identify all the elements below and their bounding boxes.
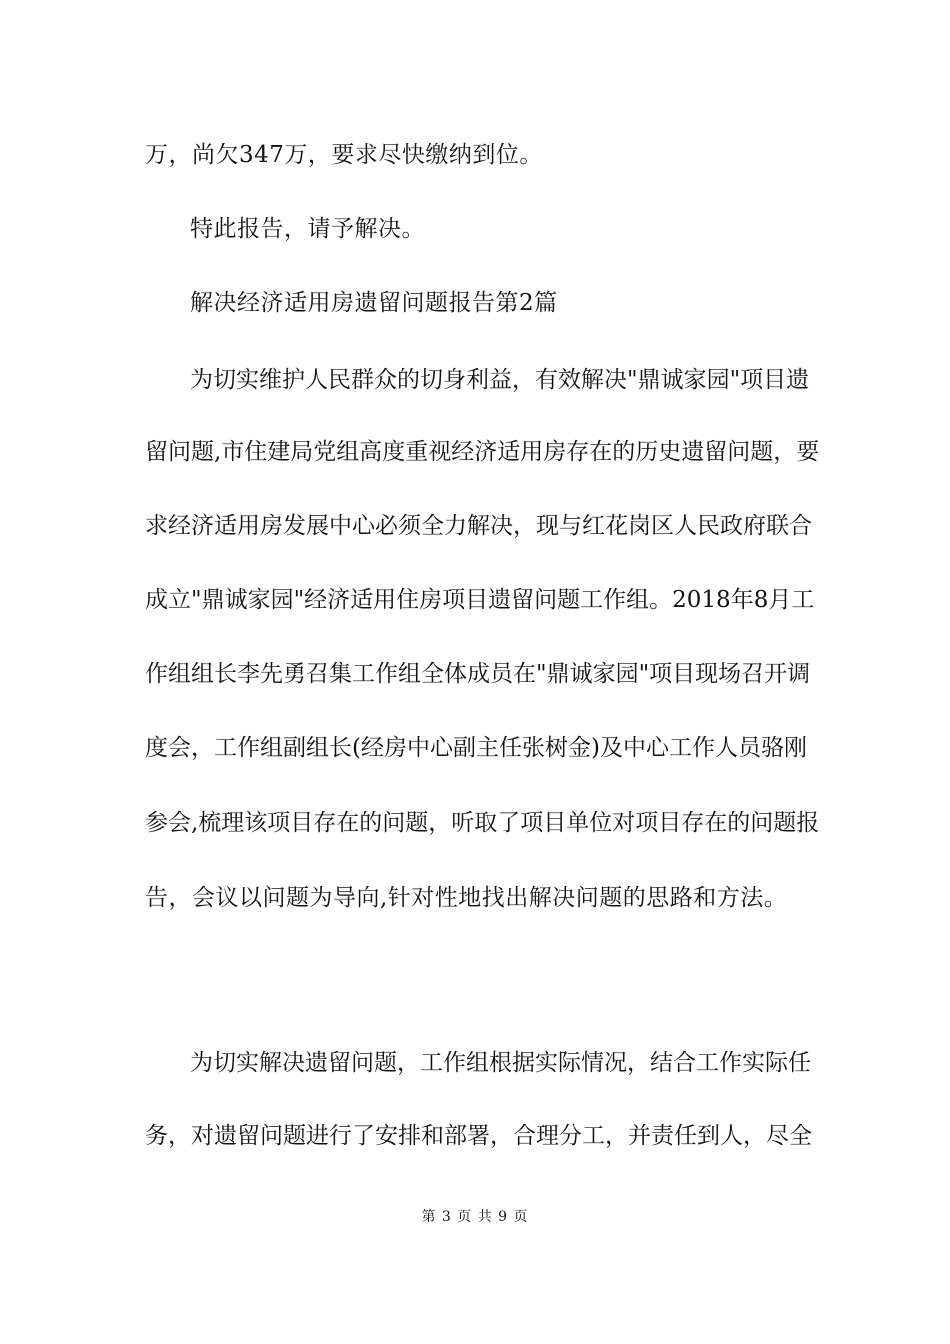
closing-sentence: 特此报告，请予解决。 [190,216,425,242]
body-text-line: 务，对遗留问题进行了安排和部署，合理分工，并责任到人，尽全 [145,1123,812,1149]
body-text-line: 告，会议以问题为导向,针对性地找出解决问题的思路和方法。 [145,885,788,911]
body-text-line: 参会,梳理该项目存在的问题，听取了项目单位对项目存在的问题报 [145,810,820,836]
body-text-line: 求经济适用房发展中心必须全力解决，现与红花岗区人民政府联合 [145,513,812,539]
body-text-line: 成立"鼎诚家园"经济适用住房项目遗留问题工作组。2018年8月工 [145,587,815,613]
body-text-line: 为切实维护人民群众的切身利益，有效解决"鼎诚家园"项目遗 [190,367,810,393]
body-text-line: 留问题,市住建局党组高度重视经济适用房存在的历史遗留问题，要 [145,439,820,465]
body-text-line: 为切实解决遗留问题，工作组根据实际情况，结合工作实际任 [190,1050,811,1076]
section-heading: 解决经济适用房遗留问题报告第2篇 [190,290,558,316]
body-text-line: 作组组长李先勇召集工作组全体成员在"鼎诚家园"项目现场召开调 [145,661,811,687]
page-number: 第 3 页 共 9 页 [421,1209,529,1225]
body-text-line: 万，尚欠347万，要求尽快缴纳到位。 [145,142,543,168]
body-text-line: 度会，工作组副组长(经房中心副主任张树金)及中心工作人员骆刚 [145,735,807,761]
